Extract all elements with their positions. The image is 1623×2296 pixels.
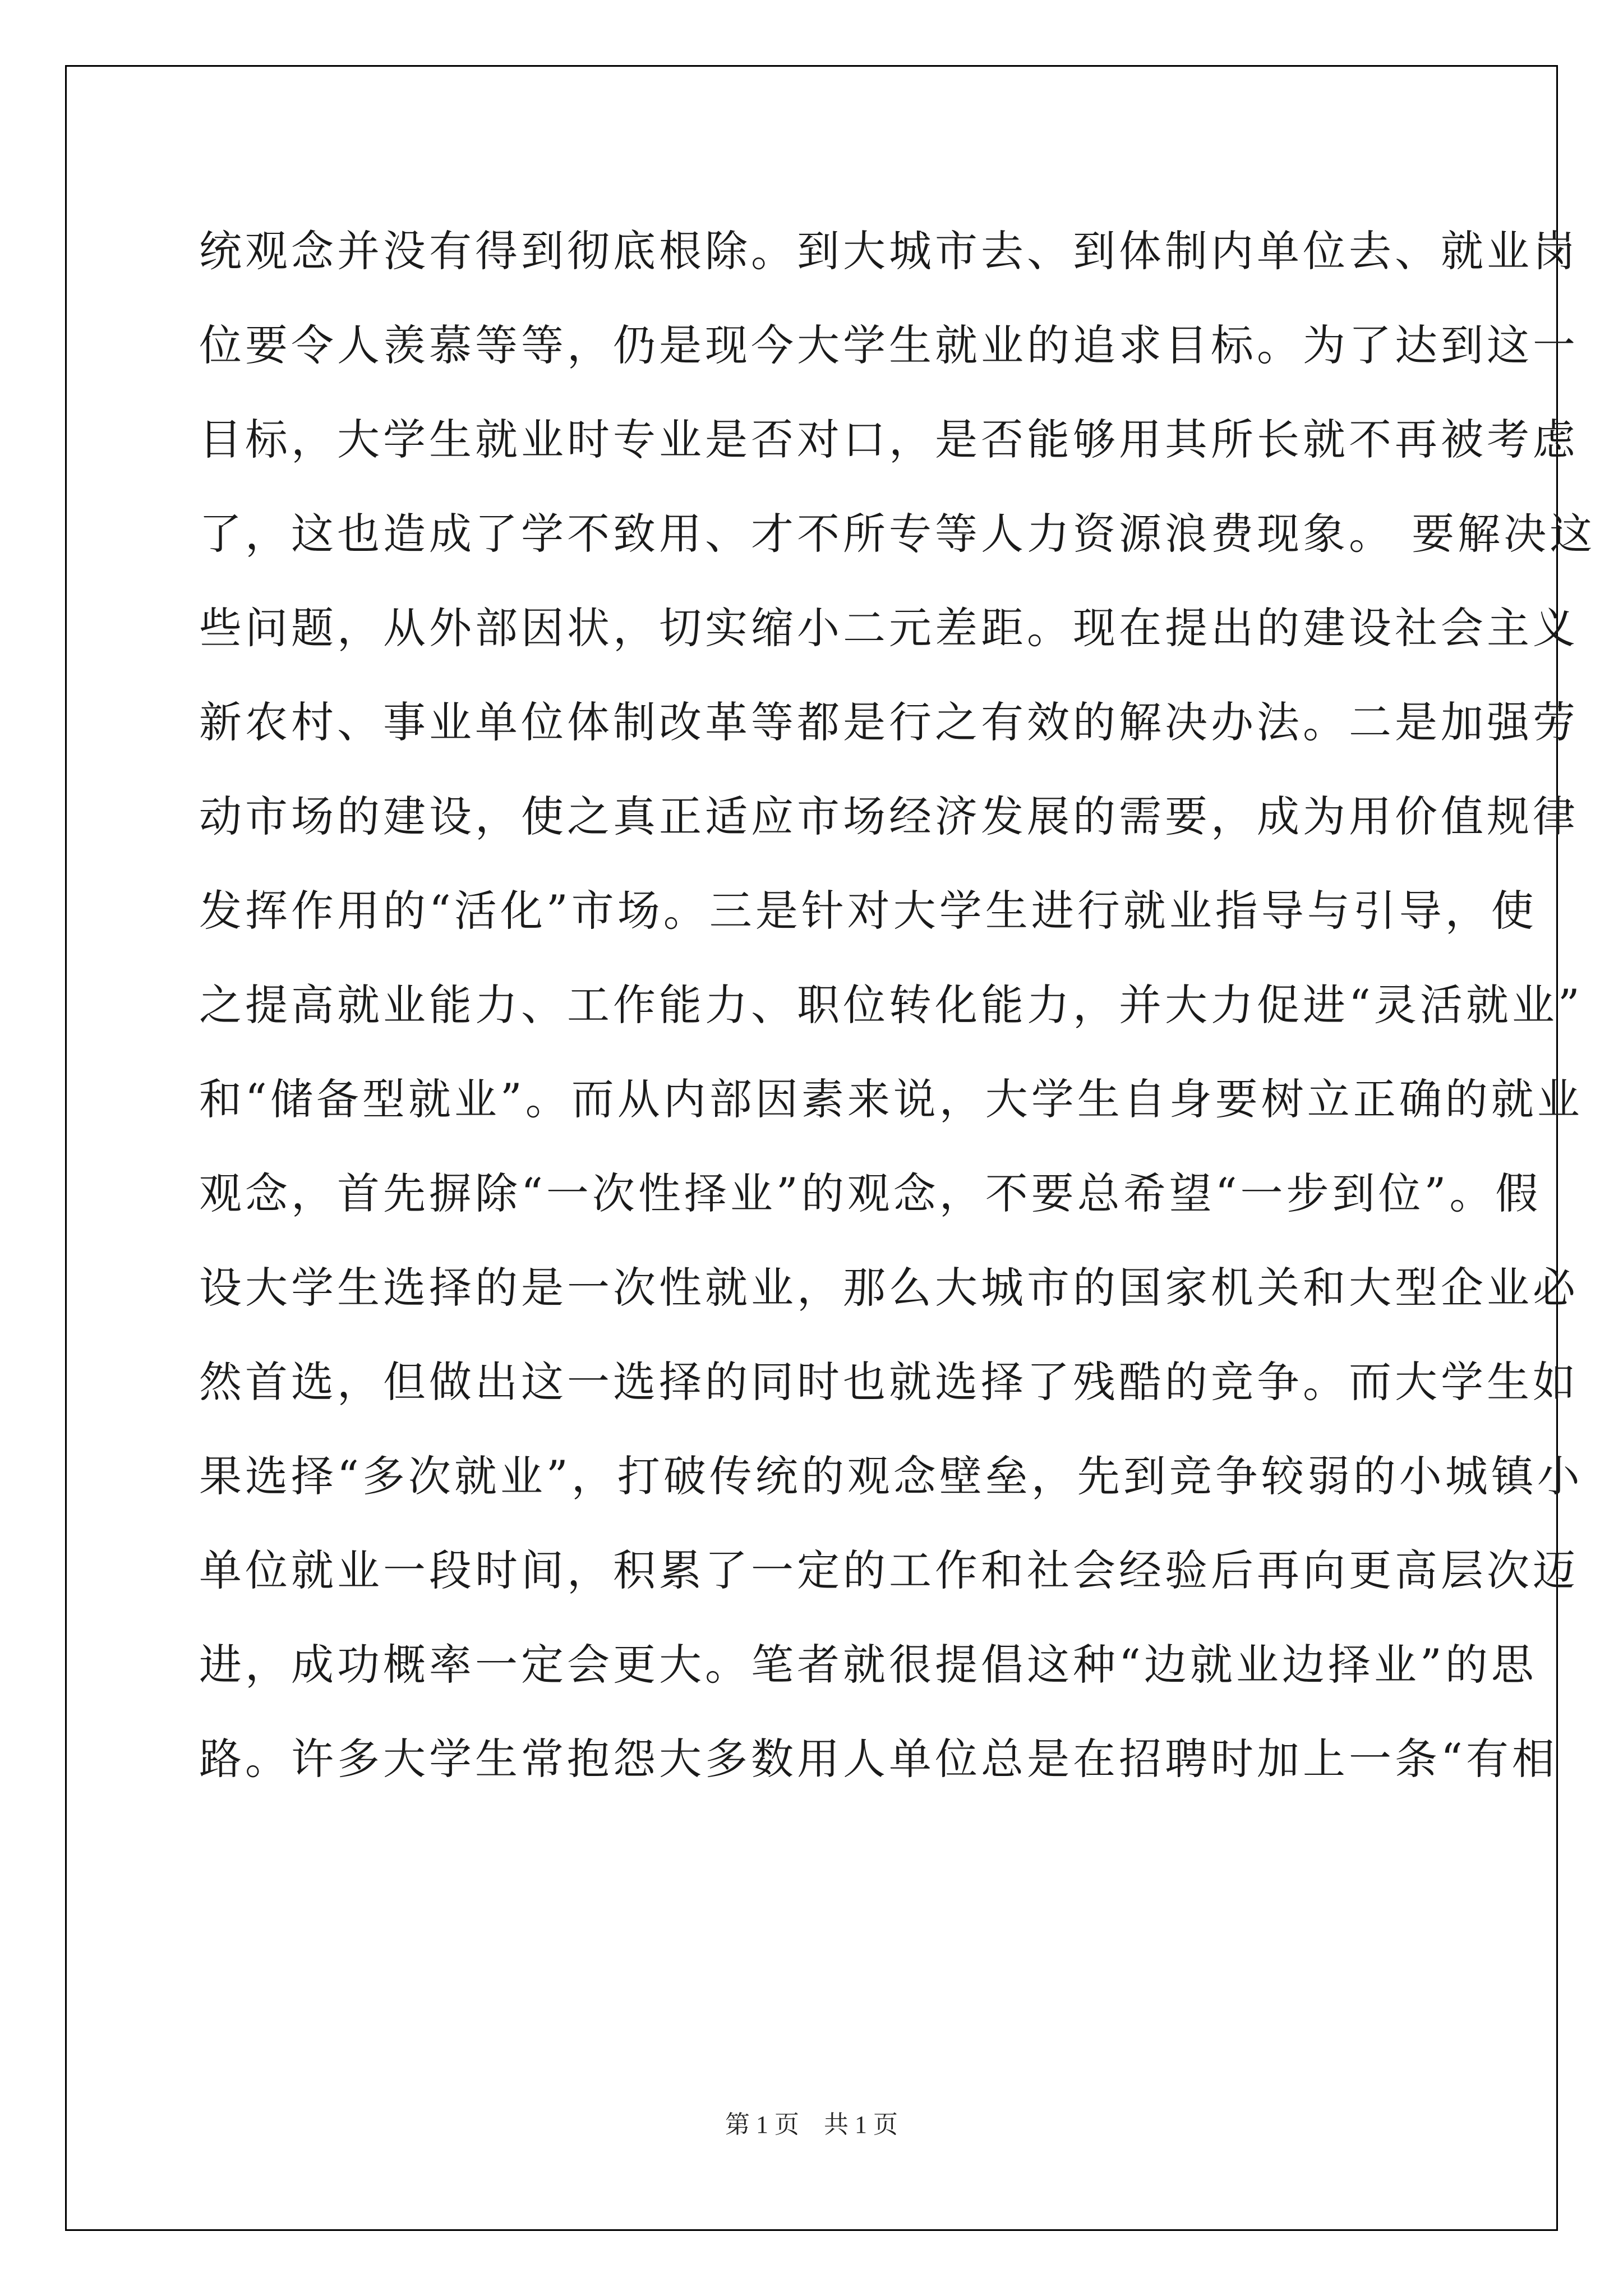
text-line: 些问题，从外部因状，切实缩小二元差距。现在提出的建设社会主义	[199, 603, 1579, 653]
text-line: 设大学生选择的是一次性就业，那么大城市的国家机关和大型企业必	[199, 1263, 1579, 1313]
text-line: 单位就业一段时间，积累了一定的工作和社会经验后再向更高层次迈	[199, 1545, 1579, 1595]
text-line: 新农村、事业单位体制改革等都是行之有效的解决办法。二是加强劳	[199, 697, 1579, 747]
page-number: 第 1 页 共 1 页	[725, 2111, 898, 2138]
text-line: 了，这也造成了学不致用、才不所专等人力资源浪费现象。 要解决这	[199, 509, 1596, 559]
text-line: 然首选，但做出这一选择的同时也就选择了残酷的竞争。而大学生如	[199, 1357, 1579, 1407]
text-line: 和“储备型就业”。而从内部因素来说，大学生自身要树立正确的就业	[199, 1074, 1583, 1124]
text-line: 发挥作用的“活化”市场。三是针对大学生进行就业指导与引导，使	[199, 886, 1537, 936]
text-line: 位要令人羡慕等等，仍是现今大学生就业的追求目标。为了达到这一	[199, 320, 1579, 370]
text-line: 之提高就业能力、工作能力、职位转化能力，并大力促进“灵活就业”	[199, 980, 1583, 1030]
text-line: 观念，首先摒除“一次性择业”的观念，不要总希望“一步到位”。假	[199, 1168, 1542, 1218]
text-line: 果选择“多次就业”，打破传统的观念壁垒，先到竞争较弱的小城镇小	[199, 1451, 1583, 1501]
text-line: 统观念并没有得到彻底根除。到大城市去、到体制内单位去、就业岗	[199, 226, 1579, 276]
text-line: 进，成功概率一定会更大。笔者就很提倡这种“边就业边择业”的思	[199, 1640, 1537, 1690]
body-text	[199, 223, 1596, 1825]
text-line: 动市场的建设，使之真正适应市场经济发展的需要，成为用价值规律	[199, 792, 1579, 841]
text-line: 路。许多大学生常抱怨大多数用人单位总是在招聘时加上一条“有相	[199, 1734, 1558, 1784]
text-line: 目标，大学生就业时专业是否对口，是否能够用其所长就不再被考虑	[199, 415, 1579, 464]
